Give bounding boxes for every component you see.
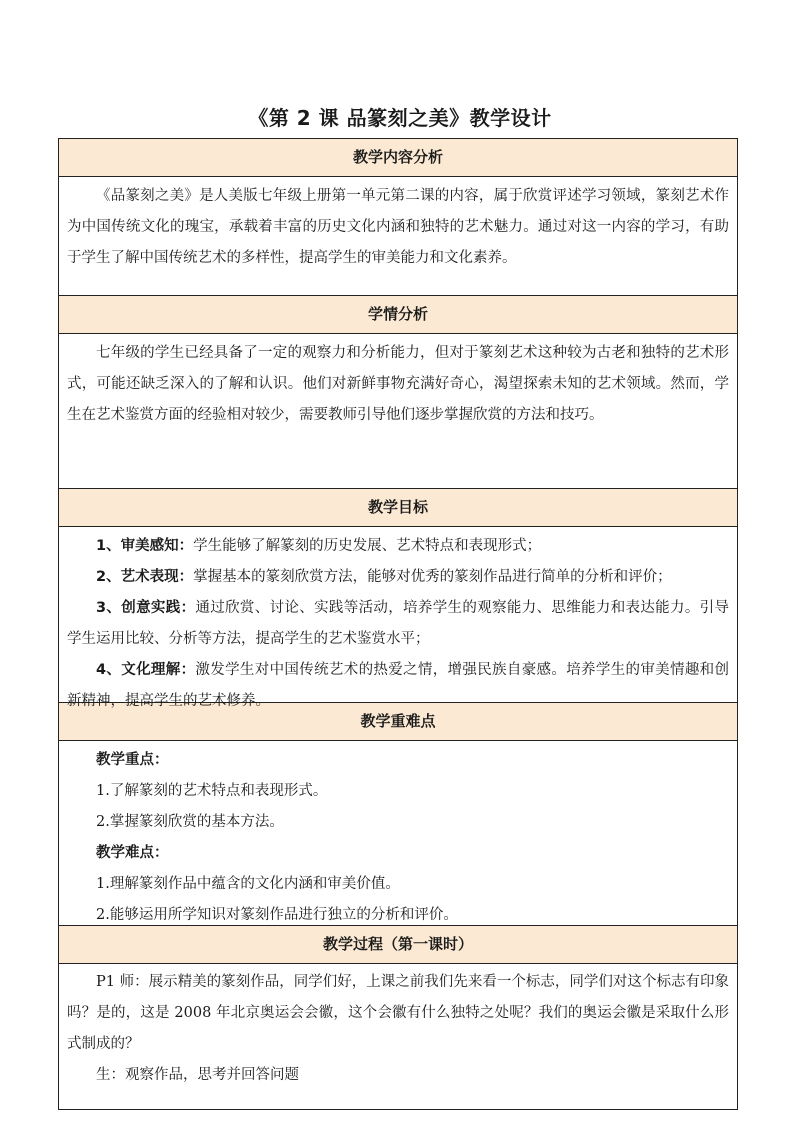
objective-text: 激发学生对中国传统艺术的热爱之情，增强民族自豪感。培养学生的审美情趣和创新精神，提高学生的艺术修养。	[67, 662, 730, 709]
content-analysis-heading: 教学内容分析	[59, 139, 737, 177]
objectives-heading: 教学目标	[59, 489, 737, 527]
focus-label: 教学重点：	[96, 752, 169, 768]
learner-analysis-body	[59, 334, 737, 489]
difficulty-item: 1.理解篆刻作品中蕴含的文化内涵和审美价值。	[96, 876, 400, 892]
objective-item	[67, 531, 729, 562]
learner-analysis-heading: 学情分析	[59, 296, 737, 334]
key-points-body	[59, 741, 737, 926]
content-analysis-body	[59, 177, 737, 296]
objective-text: 通过欣赏、讨论、实践等活动，培养学生的观察能力、思维能力和表达能力。引导学生运用比较、分析等方法，提高学生的艺术鉴赏水平；	[67, 600, 730, 647]
objective-text: 学生能够了解篆刻的历史发展、艺术特点和表现形式；	[193, 538, 542, 554]
process-heading: 教学过程（第一课时）	[59, 926, 737, 964]
document-title: 《第 2 课 品篆刻之美》教学设计	[248, 106, 552, 130]
objective-item	[67, 593, 729, 655]
difficulty-label: 教学难点：	[96, 845, 169, 861]
objectives-body	[59, 527, 737, 709]
objective-text: 掌握基本的篆刻欣赏方法，能够对优秀的篆刻作品进行简单的分析和评价；	[193, 569, 672, 585]
focus-item: 1.了解篆刻的艺术特点和表现形式。	[96, 783, 328, 799]
objective-label: 1、审美感知：	[96, 538, 194, 554]
focus-item: 2.掌握篆刻欣赏的基本方法。	[96, 814, 284, 830]
objective-label: 2、艺术表现：	[96, 569, 194, 585]
objective-item	[67, 562, 729, 593]
student-activity: 生：观察作品，思考并回答问题	[96, 1067, 299, 1083]
objective-label: 3、创意实践：	[96, 600, 196, 616]
key-points-heading: 教学重难点	[59, 703, 737, 741]
process-body	[59, 964, 737, 1110]
objective-label: 4、文化理解：	[96, 662, 196, 678]
learner-analysis-text: 七年级的学生已经具备了一定的观察力和分析能力，但对于篆刻艺术这种较为古老和独特的艺术形式，可能还缺乏深入的了解和认识。他们对新鲜事物充满好奇心，渴望探索未知的艺术领域。然而，学生在艺术鉴赏方面的经验相对较少，需要教师引导他们逐步掌握欣赏的方法和技巧。	[67, 345, 729, 423]
difficulty-item: 2.能够运用所学知识对篆刻作品进行独立的分析和评价。	[96, 907, 458, 923]
teacher-activity: P1 师：展示精美的篆刻作品，同学们好，上课之前我们先来看一个标志，同学们对这个标志有印象吗？是的，这是 2008 年北京奥运会会徽，这个会徽有什么独特之处呢？我们的奥运会徽是采取什么形式制成的？	[67, 974, 729, 1052]
lesson-plan-table	[58, 138, 738, 1110]
content-analysis-text: 《品篆刻之美》是人美版七年级上册第一单元第二课的内容，属于欣赏评述学习领域，篆刻艺术作为中国传统文化的瑰宝，承载着丰富的历史文化内涵和独特的艺术魅力。通过对这一内容的学习，有助于学生了解中国传统艺术的多样性，提高学生的审美能力和文化素养。	[67, 188, 729, 266]
